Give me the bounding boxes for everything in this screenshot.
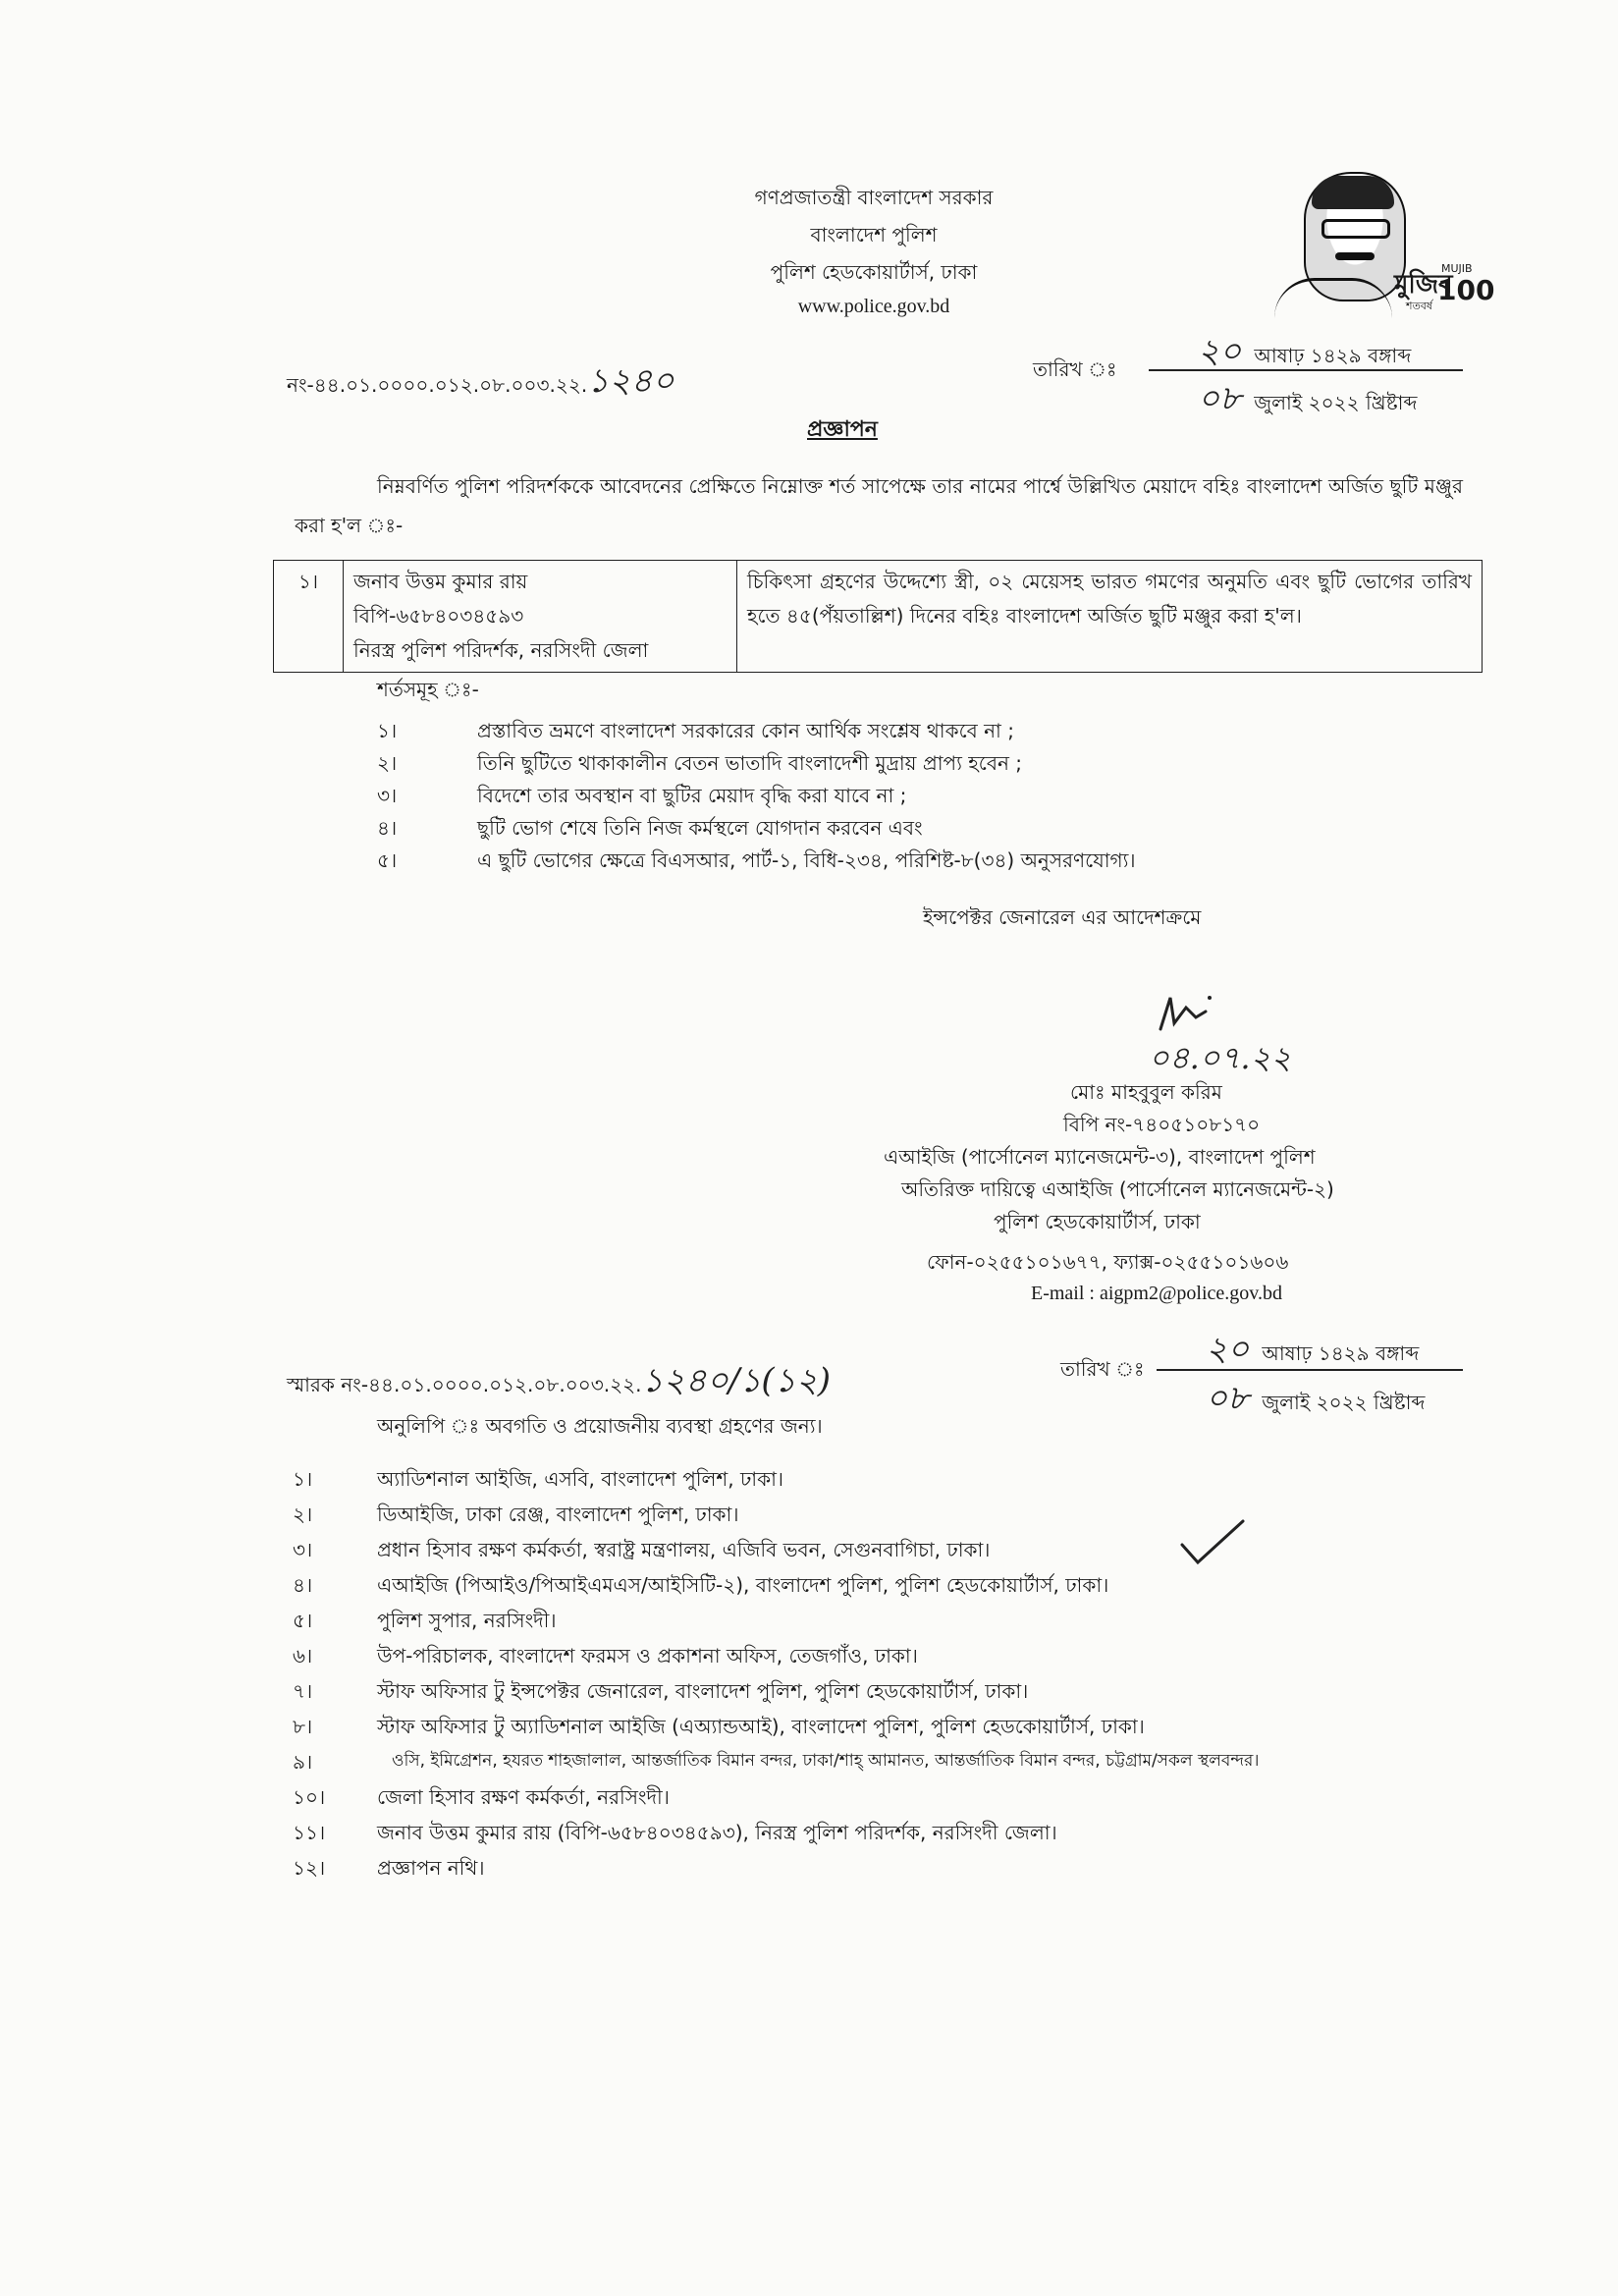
- list-item: ৪। ছুটি ভোগ শেষে তিনি নিজ কর্মস্থলে যোগদান করবেন এবং: [377, 816, 923, 840]
- order-line: ইন্সপেক্টর জেনারেল এর আদেশক্রমে: [923, 905, 1202, 929]
- logo-text: মুজিব: [1394, 270, 1453, 300]
- date-top-text: আষাঢ় ১৪২৯ বঙ্গাব্দ: [1254, 344, 1412, 367]
- date-bottom-handwritten: ০৮: [1198, 379, 1242, 418]
- date-label: তারিখ ঃ: [1033, 357, 1117, 381]
- logo-number: 100: [1437, 274, 1495, 306]
- grant-details: চিকিৎসা গ্রহণের উদ্দেশ্যে স্ত্রী, ০২ মেয়েসহ ভারত গমণের অনুমতি এবং ছুটি ভোগের তারিখ হতে ৪৫(পঁয়তাল্লিশ) দিনের বহিঃ বাংলাদেশ অর্জিত ছুটি মঞ্জুর করা হ'ল।: [737, 561, 1483, 673]
- memo2-date-top-handwritten: ২০: [1206, 1330, 1250, 1369]
- notification-paragraph: নিম্নবর্ণিত পুলিশ পরিদর্শককে আবেদনের প্রেক্ষিতে নিম্নোক্ত শর্ত সাপেক্ষে তার নামের পার্শ্বে উল্লিখিত মেয়াদে বহিঃ বাংলাদেশ অর্জিত ছুটি মঞ্জুর করা হ'ল ঃ-: [295, 474, 1463, 537]
- list-item: ৫। পুলিশ সুপার, নরসিংদী।: [293, 1609, 557, 1632]
- header-govt: গণপ্রজাতন্ত্রী বাংলাদেশ সরকার: [754, 186, 994, 209]
- signature-date: ০৪.০৭.২২: [1149, 1039, 1292, 1076]
- memo2-number: [287, 1355, 831, 1411]
- memo2-number-handwritten: ১২৪০/১(১২): [641, 1361, 832, 1400]
- memo2-date-divider: [1157, 1369, 1463, 1371]
- signer-designation-2: অতিরিক্ত দায়িত্বে এআইজি (পার্সোনেল ম্যানেজমেন্ট-২): [901, 1177, 1334, 1201]
- list-item: ৮। স্টাফ অফিসার টু অ্যাডিশনাল আইজি (এঅ্যান্ডআই), বাংলাদেশ পুলিশ, পুলিশ হেডকোয়ার্টার্স, ঢাকা।: [293, 1715, 1145, 1738]
- copy-heading: অনুলিপি ঃ অবগতি ও প্রয়োজনীয় ব্যবস্থা গ্রহণের জন্য।: [377, 1414, 823, 1438]
- list-item: ১। অ্যাডিশনাল আইজি, এসবি, বাংলাদেশ পুলিশ, ঢাকা।: [293, 1467, 784, 1491]
- person-designation: নিরস্ত্র পুলিশ পরিদর্শক, নরসিংদী জেলা: [353, 638, 649, 662]
- signer-designation-1: এআইজি (পার্সোনেল ম্যানেজমেন্ট-৩), বাংলাদেশ পুলিশ: [884, 1145, 1316, 1169]
- mujib-100-logo: [1265, 172, 1495, 319]
- list-item: ৫। এ ছুটি ভোগের ক্ষেত্রে বিএসআর, পার্ট-১, বিধি-২৩৪, পরিশিষ্ট-৮(৩৪) অনুসরণযোগ্য।: [377, 848, 1136, 872]
- date-divider: [1149, 369, 1463, 371]
- list-item: ৭। স্টাফ অফিসার টু ইন্সপেক্টর জেনারেল, বাংলাদেশ পুলিশ, পুলিশ হেডকোয়ার্টার্স, ঢাকা।: [293, 1679, 1029, 1703]
- person-bp: বিপি-৬৫৮৪০৩৪৫৯৩: [353, 604, 524, 628]
- signer-phone: ফোন-০২৫৫১০১৬৭৭, ফ্যাক্স-০২৫৫১০১৬০৬: [927, 1250, 1289, 1274]
- list-item: ৩। প্রধান হিসাব রক্ষণ কর্মকর্তা, স্বরাষ্ট্র মন্ত্রণালয়, এজিবি ভবন, সেগুনবাগিচা, ঢাকা।: [293, 1538, 991, 1561]
- notification-title: প্রজ্ঞাপন: [807, 417, 878, 442]
- logo-word: শতবর্ষ: [1406, 300, 1432, 312]
- checkmark-icon: [1178, 1517, 1247, 1566]
- date-bottom-text: জুলাই ২০২২ খ্রিষ্টাব্দ: [1254, 391, 1418, 414]
- list-item: ১১। জনাব উত্তম কুমার রায় (বিপি-৬৫৮৪০৩৪৫৯৩), নিরস্ত্র পুলিশ পরিদর্শক, নরসিংদী জেলা।: [293, 1821, 1057, 1844]
- list-item: ২। তিনি ছুটিতে থাকাকালীন বেতন ভাতাদি বাংলাদেশী মুদ্রায় প্রাপ্য হবেন ;: [377, 751, 1022, 775]
- logo-sub: MUJIB: [1441, 262, 1473, 275]
- list-item: ২। ডিআইজি, ঢাকা রেঞ্জ, বাংলাদেশ পুলিশ, ঢাকা।: [293, 1503, 739, 1526]
- signer-bp: বিপি নং-৭৪০৫১০৮১৭০: [1063, 1113, 1261, 1136]
- memo2-number-printed: স্মারক নং-৪৪.০১.০০০০.০১২.০৮.০০৩.২২.: [287, 1373, 642, 1396]
- header-police: বাংলাদেশ পুলিশ: [810, 223, 938, 246]
- conditions-heading: শর্তসমূহ ঃ-: [377, 678, 479, 701]
- header-website[interactable]: www.police.gov.bd: [797, 296, 950, 317]
- grant-table: [273, 560, 1483, 673]
- list-item: ৪। এআইজি (পিআইও/পিআইএমএস/আইসিটি-২), বাংলাদেশ পুলিশ, পুলিশ হেডকোয়ার্টার্স, ঢাকা।: [293, 1573, 1109, 1597]
- signature-scribble: [1157, 994, 1215, 1033]
- list-item: ৯। ওসি, ইমিগ্রেশন, হযরত শাহজালাল, আন্তর্জাতিক বিমান বন্দর, ঢাকা/শাহ্ আমানত, আন্তর্জাতিক বিমান বন্দর, চট্টগ্রাম/সকল স্থলবন্দর।: [293, 1750, 1260, 1774]
- memo2-date-top-text: আষাঢ় ১৪২৯ বঙ্গাব্দ: [1262, 1341, 1420, 1365]
- memo2-date-bottom-handwritten: ০৮: [1206, 1379, 1250, 1418]
- memo2-date-label: তারিখ ঃ: [1060, 1357, 1145, 1381]
- header-hq: পুলিশ হেডকোয়ার্টার্স, ঢাকা: [770, 260, 978, 284]
- table-row: [274, 561, 1483, 673]
- person-name: জনাব উত্তম কুমার রায়: [353, 570, 528, 593]
- list-item: ১২। প্রজ্ঞাপন নথি।: [293, 1856, 485, 1880]
- grant-person: [344, 561, 737, 673]
- memo-number-printed: নং-৪৪.০১.০০০০.০১২.০৮.০০৩.২২.: [287, 373, 588, 397]
- memo-number-handwritten: ১২৪০: [587, 361, 674, 401]
- signer-name: মোঃ মাহবুবুল করিম: [1070, 1080, 1222, 1104]
- list-item: ৩। বিদেশে তার অবস্থান বা ছুটির মেয়াদ বৃদ্ধি করা যাবে না ;: [377, 784, 907, 807]
- signer-email[interactable]: E-mail : aigpm2@police.gov.bd: [1031, 1283, 1282, 1304]
- memo-number: [287, 355, 674, 411]
- date-top-handwritten: ২০: [1198, 332, 1242, 371]
- list-item: ১০। জেলা হিসাব রক্ষণ কর্মকর্তা, নরসিংদী।: [293, 1785, 670, 1809]
- list-item: ১। প্রস্তাবিত ভ্রমণে বাংলাদেশ সরকারের কোন আর্থিক সংশ্লেষ থাকবে না ;: [377, 719, 1014, 742]
- signer-office: পুলিশ হেডকোয়ার্টার্স, ঢাকা: [994, 1210, 1201, 1233]
- grant-serial: ১।: [274, 561, 344, 673]
- memo2-date-bottom-text: জুলাই ২০২২ খ্রিষ্টাব্দ: [1262, 1391, 1426, 1414]
- list-item: ৬। উপ-পরিচালক, বাংলাদেশ ফরমস ও প্রকাশনা অফিস, তেজগাঁও, ঢাকা।: [293, 1644, 918, 1667]
